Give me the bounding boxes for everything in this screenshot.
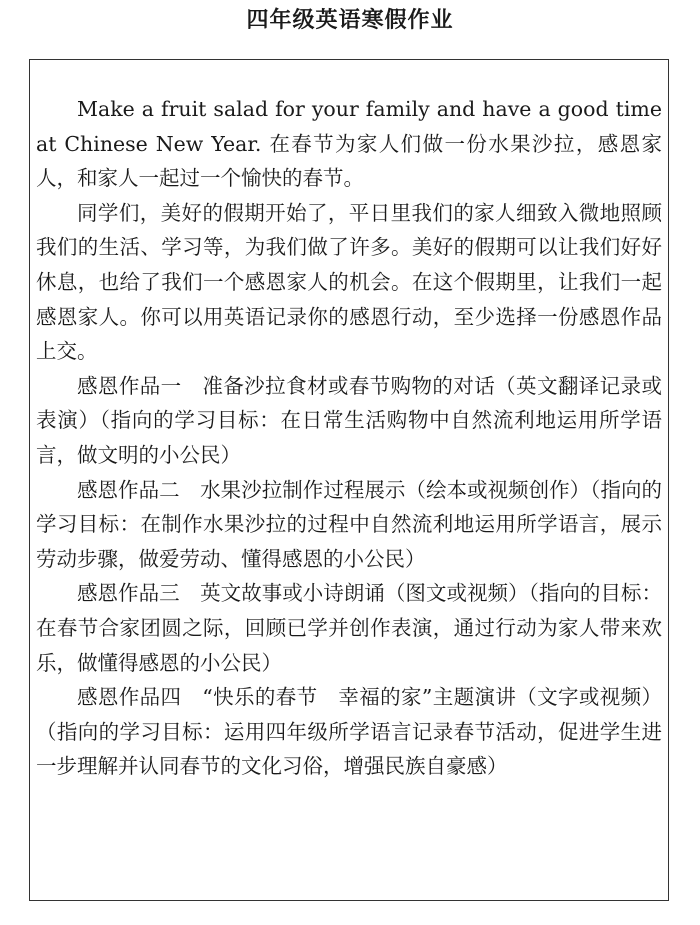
- content-box: [29, 59, 669, 901]
- work-item-3: 感恩作品三 英文故事或小诗朗诵（图文或视频）（指向的目标：在春节合家团圆之际，回顾已学并创作表演，通过行动为家人带来欢乐，做懂得感恩的小公民）: [36, 581, 662, 675]
- work-item-2: 感恩作品二 水果沙拉制作过程展示（绘本或视频创作）（指向的学习目标：在制作水果沙拉的过程中自然流利地运用所学语言，展示劳动步骤，做爱劳动、懂得感恩的小公民）: [36, 477, 662, 571]
- instructions-paragraph: 同学们，美好的假期开始了，平日里我们的家人细致入微地照顾我们的生活、学习等，为我们做了许多。美好的假期可以让我们好好休息，也给了我们一个感恩家人的机会。在这个假期里，让我们一起感恩家人。你可以用英语记录你的感恩行动，至少选择一份感恩作品上交。: [36, 200, 662, 364]
- body-text: [36, 92, 662, 784]
- page-title: 四年级英语寒假作业: [246, 8, 454, 33]
- intro-paragraph: Make a fruit salad for your family and have a good time at Chinese New Year. 在春节为家人们做一份水果沙拉，感恩家人，和家人一起过一个愉快的春节。: [36, 97, 662, 191]
- work-item-1: 感恩作品一 准备沙拉食材或春节购物的对话（英文翻译记录或表演）（指向的学习目标：在日常生活购物中自然流利地运用所学语言，做文明的小公民）: [36, 373, 662, 467]
- work-item-4: 感恩作品四 “快乐的春节 幸福的家”主题演讲（文字或视频）（指向的学习目标：运用四年级所学语言记录春节活动，促进学生进一步理解并认同春节的文化习俗，增强民族自豪感）: [36, 685, 662, 779]
